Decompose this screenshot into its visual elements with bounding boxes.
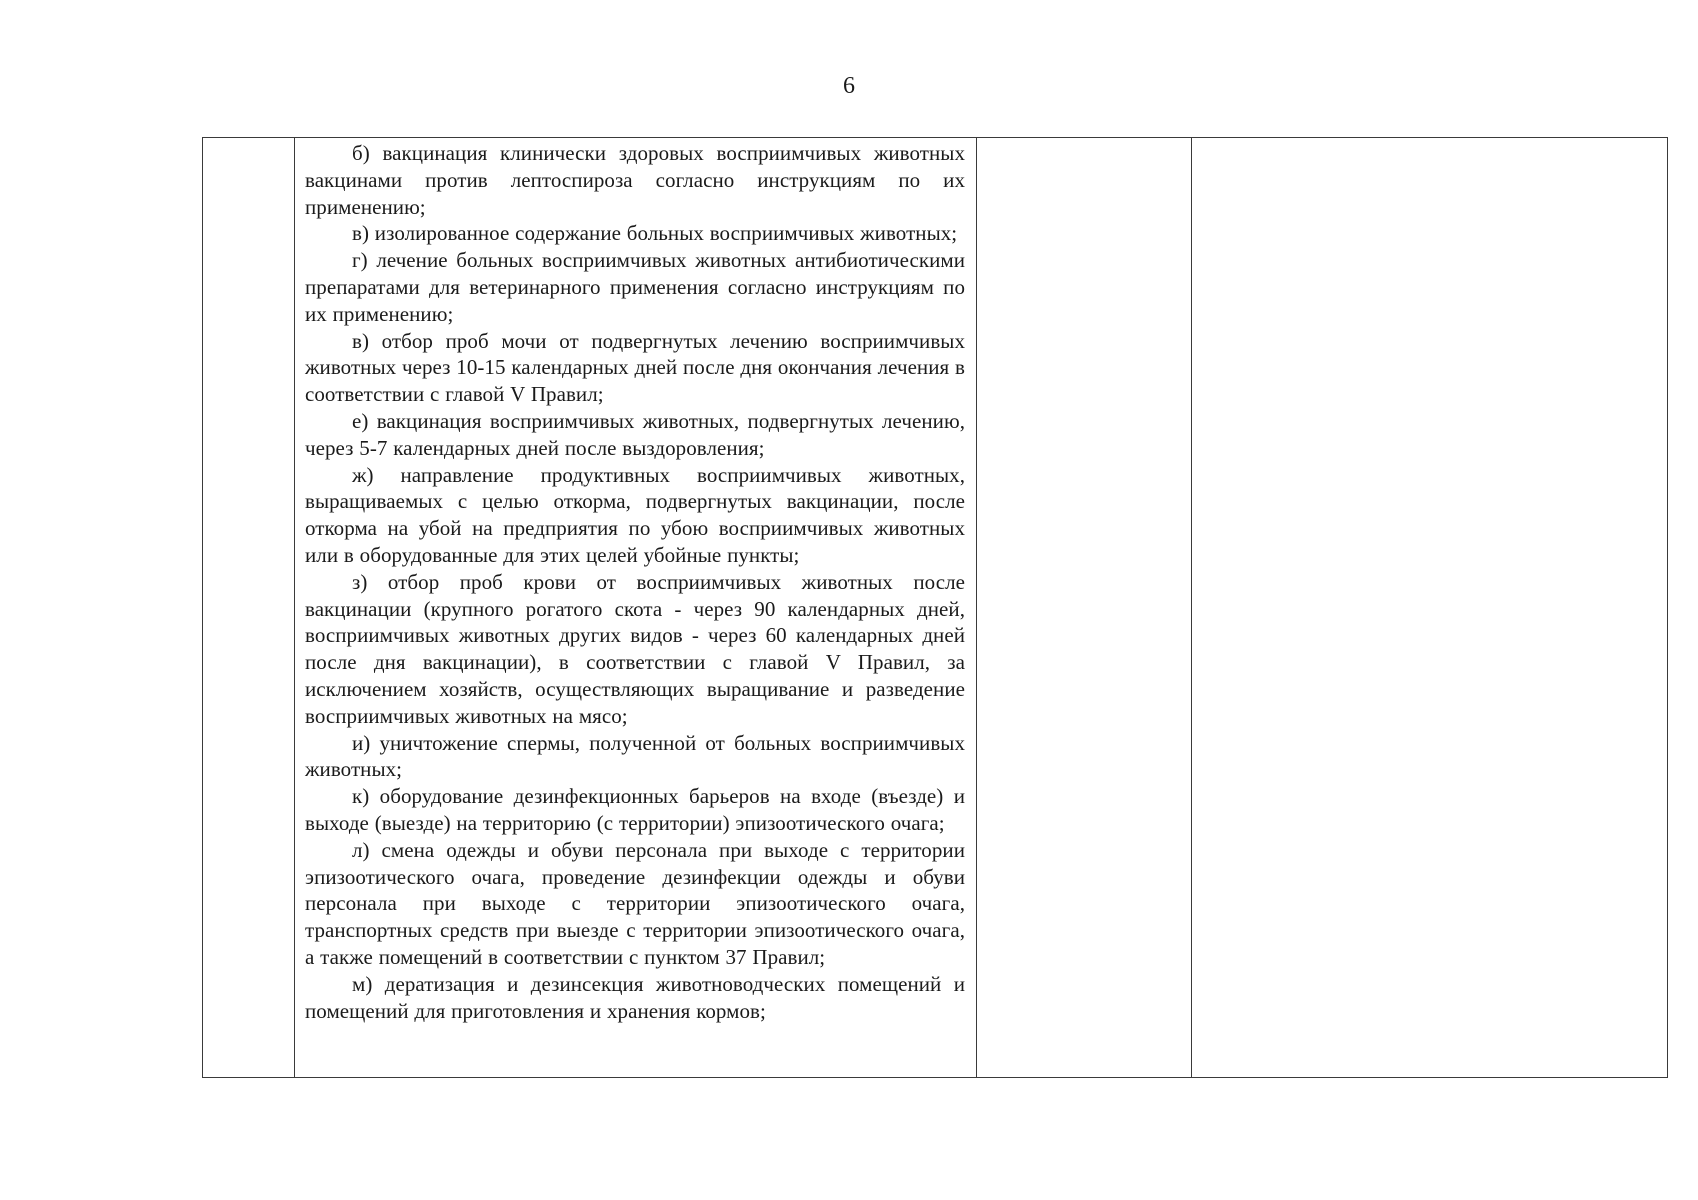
list-item: и) уничтожение спермы, полученной от больных восприимчивых животных; — [305, 730, 965, 782]
list-item: в) отбор проб мочи от подвергнутых лечению восприимчивых животных через 10-15 календарных дней после дня окончания лечения в соответствии с главой V Правил; — [305, 328, 965, 407]
table-cell-measures — [295, 138, 977, 1078]
table-cell-index — [203, 138, 295, 1078]
list-item: л) смена одежды и обуви персонала при выходе с территории эпизоотического очага, проведение дезинфекции одежды и обуви персонала при выходе с территории эпизоотического очага, транспортных средств при выезде с территории эпизоотического очага, а также помещений в соответствии с пунктом 37 Правил; — [305, 837, 965, 969]
table-cell-deadline — [977, 138, 1192, 1078]
measures-table — [202, 137, 1668, 1078]
list-item: г) лечение больных восприимчивых животных антибиотическими препаратами для ветеринарного применения согласно инструкциям по их применению; — [305, 248, 965, 326]
list-item: б) вакцинация клинически здоровых восприимчивых животных вакцинами против лептоспироза согласно инструкциям по их применению; — [305, 141, 965, 219]
measures-list — [305, 138, 965, 1024]
list-item: м) дератизация и дезинсекция животноводческих помещений и помещений для приготовления и хранения кормов; — [305, 971, 965, 1023]
table-cell-responsible — [1192, 138, 1668, 1078]
list-item: к) оборудование дезинфекционных барьеров на входе (въезде) и выходе (выезде) на территорию (с территории) эпизоотического очага; — [305, 784, 965, 835]
list-item: е) вакцинация восприимчивых животных, подвергнутых лечению, через 5-7 календарных дней после выздоровления; — [305, 408, 965, 460]
table-row — [203, 138, 1668, 1078]
list-item: ж) направление продуктивных восприимчивых животных, выращиваемых с целью откорма, подвергнутых вакцинации, после откорма на убой на предприятия по убою восприимчивых животных или в оборудованные для этих целей убойные пункты; — [305, 462, 965, 567]
page-number: 6 — [843, 73, 855, 99]
list-item: з) отбор проб крови от восприимчивых животных после вакцинации (крупного рогатого скота - через 90 календарных дней, восприимчивых животных других видов - через 60 календарных дней после дня вакцинации), в соответствии с главой V Правил, за исключением хозяйств, осуществляющих выращивание и разведение восприимчивых животных на мясо; — [305, 569, 965, 728]
list-item: в) изолированное содержание больных восприимчивых животных; — [352, 221, 958, 246]
